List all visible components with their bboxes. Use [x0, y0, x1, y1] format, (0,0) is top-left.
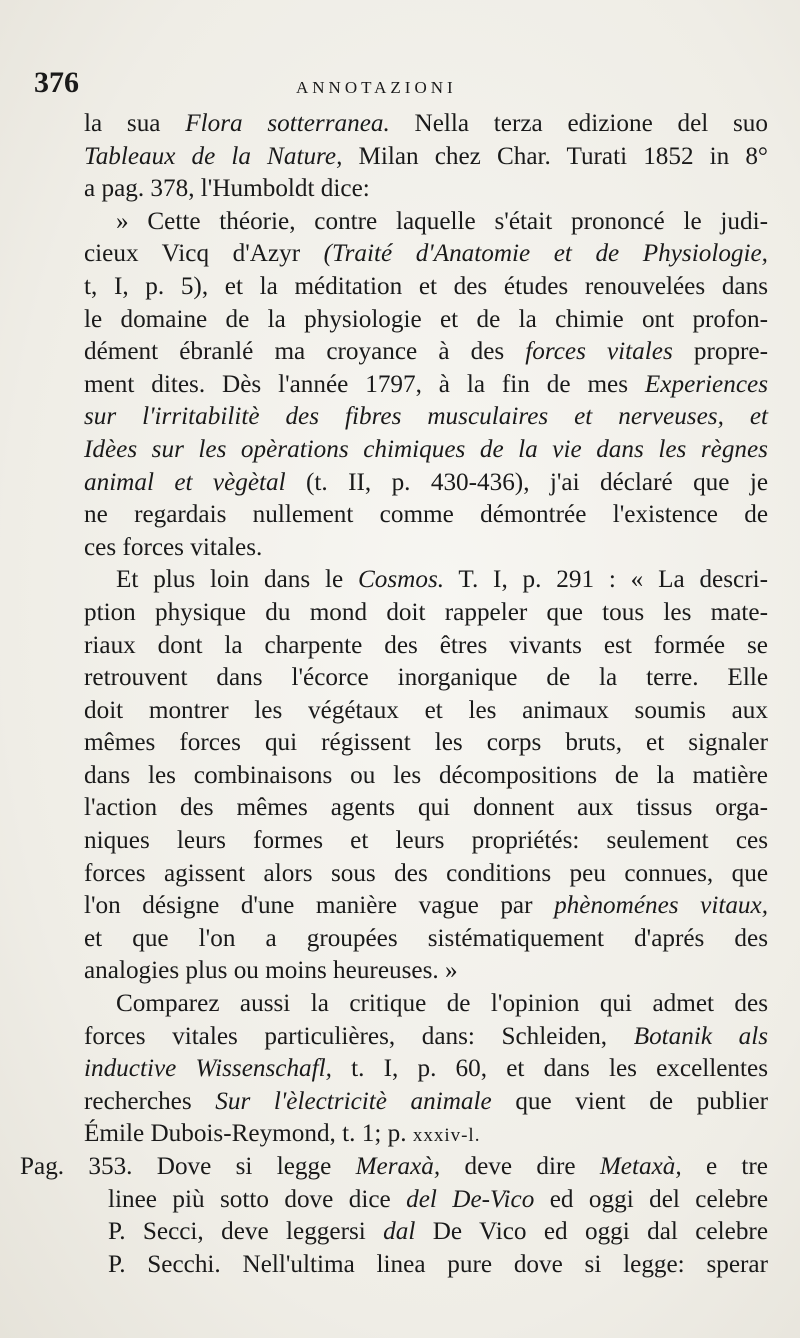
text-line	[84, 141, 768, 174]
text-line	[84, 792, 768, 825]
italic-text: Sur l'èlectricitè animale	[215, 1087, 492, 1115]
text-segment: T. I, p. 291 : « La descri-	[444, 566, 768, 594]
text-segment: et que l'on a groupées sistématiquement d'aprés des	[84, 924, 768, 952]
text-line	[84, 401, 768, 434]
body-text	[20, 108, 769, 1281]
text-segment: xxxiv-l.	[412, 1125, 481, 1147]
page-number: 376	[34, 66, 79, 99]
text-line	[84, 173, 768, 206]
text-line	[84, 434, 768, 467]
text-line	[84, 336, 768, 369]
text-segment: recherches	[84, 1087, 216, 1115]
text-line	[84, 304, 768, 337]
text-segment: linee più sotto dove dice	[108, 1185, 407, 1213]
italic-text: Botanik als	[633, 1022, 768, 1050]
text-segment: retrouvent dans l'écorce inorganique de la terre. Elle	[84, 664, 768, 692]
text-segment: doit montrer les végétaux et les animaux soumis aux	[84, 696, 768, 724]
text-segment: riaux dont la charpente des êtres vivants est formée se	[84, 631, 768, 659]
italic-text: Meraxà,	[355, 1153, 441, 1180]
italic-text: Metaxà,	[599, 1153, 682, 1180]
text-segment: l'action des mêmes agents qui donnent aux tissus orga-	[84, 794, 768, 822]
text-line	[20, 1151, 768, 1184]
text-segment: Émile Dubois-Reymond, t. 1; p.	[84, 1120, 413, 1148]
text-segment: niques leurs formes et leurs propriétés: seulement ces	[84, 827, 768, 855]
text-segment: (t. II, p. 430-436), j'ai déclaré que je	[285, 468, 769, 496]
text-segment: cieux Vicq d'Azyr	[84, 240, 324, 268]
text-line	[84, 369, 768, 402]
italic-text: animal et vègètal	[84, 468, 286, 496]
running-head: ANNOTAZIONI	[296, 78, 457, 97]
text-line	[84, 630, 768, 663]
text-segment: t. I, p. 60, et dans les excellentes	[331, 1055, 768, 1083]
text-segment: P. Secci, deve leggersi	[108, 1218, 384, 1246]
text-segment: mêmes forces qui régissent les corps bruts, et signaler	[84, 729, 768, 757]
text-line	[84, 695, 768, 728]
text-segment: propre-	[672, 338, 768, 366]
italic-text: (Traité d'Anatomie et de Physiologie,	[323, 240, 768, 268]
text-segment: Milan chez Char. Turati 1852 in 8°	[342, 142, 769, 170]
italic-text: del De-Vico	[406, 1185, 535, 1213]
text-segment: analogies plus ou moins heureuses. »	[84, 957, 458, 985]
italic-text: dal	[383, 1218, 416, 1246]
text-segment: Pag. 353. Dove si legge	[20, 1153, 356, 1180]
italic-text: Cosmos.	[357, 566, 445, 594]
text-segment: deve dire	[440, 1153, 600, 1180]
text-line	[84, 532, 768, 565]
italic-text: inductive Wissenschafl,	[84, 1055, 332, 1083]
italic-text: phènoménes vitaux,	[554, 892, 768, 920]
text-segment: dément ébranlé ma croyance à des	[84, 338, 526, 366]
text-line	[84, 1086, 768, 1119]
text-segment: le domaine de la physiologie et de la chimie ont profon-	[84, 305, 768, 333]
text-line	[84, 108, 768, 141]
text-segment: la sua	[84, 110, 186, 137]
text-segment: t, I, p. 5), et la méditation et des études renouvelées dans	[84, 272, 768, 300]
text-line	[84, 1184, 768, 1217]
text-segment: l'on désigne d'une manière vague par	[84, 892, 555, 920]
text-line	[84, 825, 768, 858]
text-segment: ption physique du mond doit rappeler que tous les mate-	[84, 598, 768, 626]
text-line	[84, 988, 768, 1021]
text-line	[84, 760, 768, 793]
text-segment: Nella terza edizione del suo	[389, 110, 768, 137]
italic-text: Flora sotterranea.	[185, 110, 390, 137]
text-line	[84, 499, 768, 532]
text-line	[84, 1249, 768, 1282]
text-segment: ment dites. Dès l'année 1797, à la fin de mes	[84, 370, 645, 398]
text-segment: P. Secchi. Nell'ultima linea pure dove si legge: sperar	[108, 1250, 768, 1278]
page-header	[34, 66, 774, 106]
text-line	[84, 955, 768, 988]
text-line	[84, 564, 768, 597]
text-line	[84, 662, 768, 695]
text-line	[84, 467, 768, 500]
text-line	[84, 271, 768, 304]
text-line	[84, 238, 768, 271]
text-line	[84, 206, 768, 239]
text-segment: Comparez aussi la critique de l'opinion qui admet des	[116, 990, 768, 1018]
text-segment: De Vico ed oggi dal celebre	[415, 1218, 768, 1246]
text-segment: e tre	[681, 1153, 768, 1180]
italic-text: Experiences	[644, 370, 768, 398]
text-line	[84, 1053, 768, 1086]
text-line	[84, 923, 768, 956]
text-line	[84, 597, 768, 630]
text-segment: dans les combinaisons ou les décompositions de la matière	[84, 761, 768, 789]
text-segment: forces vitales particulières, dans: Schleiden,	[84, 1022, 634, 1050]
text-line	[84, 890, 768, 923]
text-line	[84, 1021, 768, 1054]
text-line	[84, 858, 768, 891]
text-segment: ed oggi del celebre	[534, 1185, 768, 1213]
text-line	[84, 727, 768, 760]
text-line	[84, 1118, 768, 1151]
text-line	[84, 1216, 768, 1249]
text-segment: » Cette théorie, contre laquelle s'était prononcé le judi-	[116, 207, 768, 235]
text-segment: Et plus loin dans le	[116, 566, 358, 594]
italic-text: sur l'irritabilitè des fibres musculaires et nerveuses, et	[84, 403, 768, 431]
italic-text: forces vitales	[525, 338, 673, 366]
italic-text: Tableaux de la Nature,	[84, 142, 343, 170]
text-segment: forces agissent alors sous des conditions peu connues, que	[84, 859, 768, 887]
text-segment: ne regardais nullement comme démontrée l'existence de	[84, 501, 768, 529]
text-segment: que vient de publier	[491, 1087, 768, 1115]
text-segment: a pag. 378, l'Humboldt dice:	[84, 175, 370, 203]
italic-text: Idèes sur les opèrations chimiques de la vie dans les règnes	[84, 435, 768, 463]
text-segment: ces forces vitales.	[84, 533, 263, 561]
